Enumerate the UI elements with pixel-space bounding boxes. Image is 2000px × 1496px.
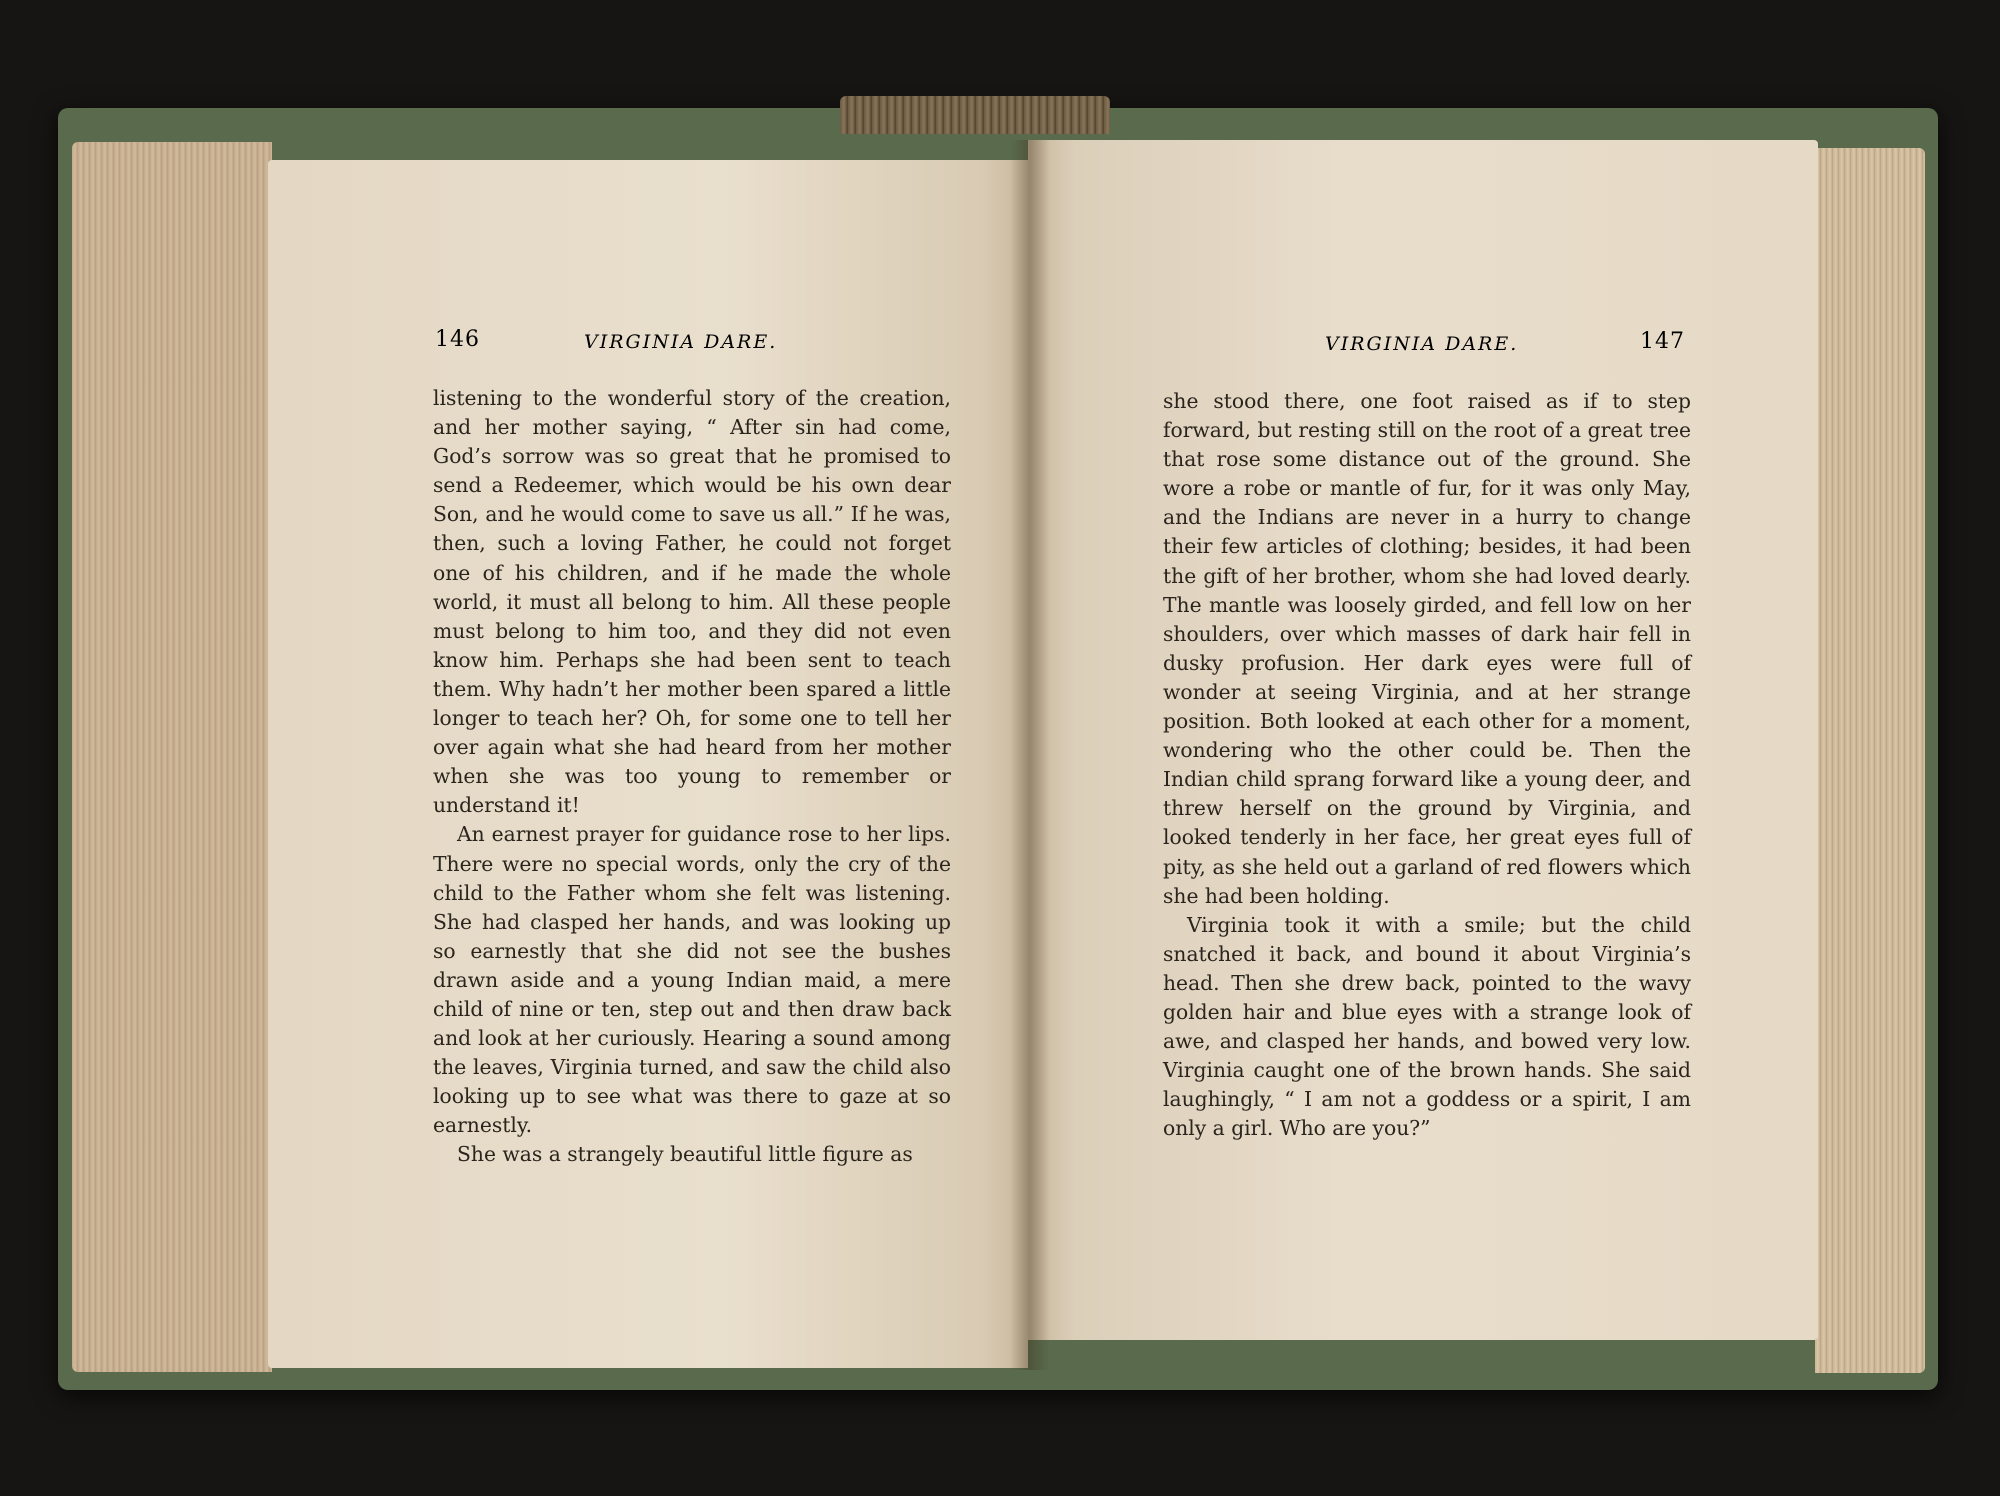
left-running-title: VIRGINIA DARE. (584, 331, 778, 353)
paragraph: she stood there, one foot raised as if to step forward, but resting still on the root of a great tree that rose some distance out of the ground. She wore a robe or mantle of fur, for it was only May, and the Indians are never in a hurry to change their few articles of clothing; besides, it had been the gift of her brother, whom she had loved dearly. The mantle was loosely girded, and fell low on her shoulders, over which masses of dark hair fell in dusky profusion. Her dark eyes were full of wonder at seeing Virginia, and at her strange position. Both looked at each other for a moment, wondering who the other could be. Then the Indian child sprang forward like a young deer, and threw herself on the ground by Virginia, and looked tenderly in her face, her great eyes full of pity, as she held out a garland of red flowers which she had been holding. (1163, 389, 1691, 908)
right-page-text (1163, 387, 1691, 1143)
paragraph: Virginia took it with a smile; but the child snatched it back, and bound it about Virginia’s head. Then she drew back, pointed to the wavy golden hair and blue eyes with a strange look of awe, and clasped her hands, and bowed very low. Virginia caught one of the brown hands. She said laughingly, “ I am not a goddess or a spirit, I am only a girl. Who are you?” (1163, 912, 1691, 1141)
left-page-number: 146 (435, 327, 480, 352)
book-gutter (1010, 140, 1050, 1370)
page-block-left (72, 142, 272, 1372)
paragraph: An earnest prayer for guidance rose to her lips. There were no special words, only the cry of the child to the Father whom she felt was listening. She had clasped her hands, and was looking up so earnestly that she did not see the bushes drawn aside and a young Indian maid, a mere child of nine or ten, step out and then draw back and look at her curiously. Hearing a sound among the leaves, Virginia turned, and saw the child also looking up to see what was there to gaze at so earnestly. (433, 822, 951, 1138)
left-page-text (433, 384, 951, 1170)
paragraph: listening to the wonderful story of the creation, and her mother saying, “ After sin had come, God’s sorrow was so great that he promised to send a Redeemer, which would be his own dear Son, and he would come to save us all.” If he was, then, such a loving Father, he could not forget one of his children, and if he made the whole world, it must all belong to him. All these people must belong to him too, and they did not even know him. Perhaps she had been sent to teach them. Why hadn’t her mother been spared a little longer to teach her? Oh, for some one to tell her over again what she had heard from her mother when she was too young to remember or understand it! (433, 386, 951, 818)
right-running-title: VIRGINIA DARE. (1325, 333, 1519, 355)
right-page-number: 147 (1640, 329, 1685, 354)
book-spine (840, 96, 1110, 134)
page-block-right (1815, 148, 1925, 1373)
paragraph: She was a strangely beautiful little figure as (457, 1142, 913, 1167)
